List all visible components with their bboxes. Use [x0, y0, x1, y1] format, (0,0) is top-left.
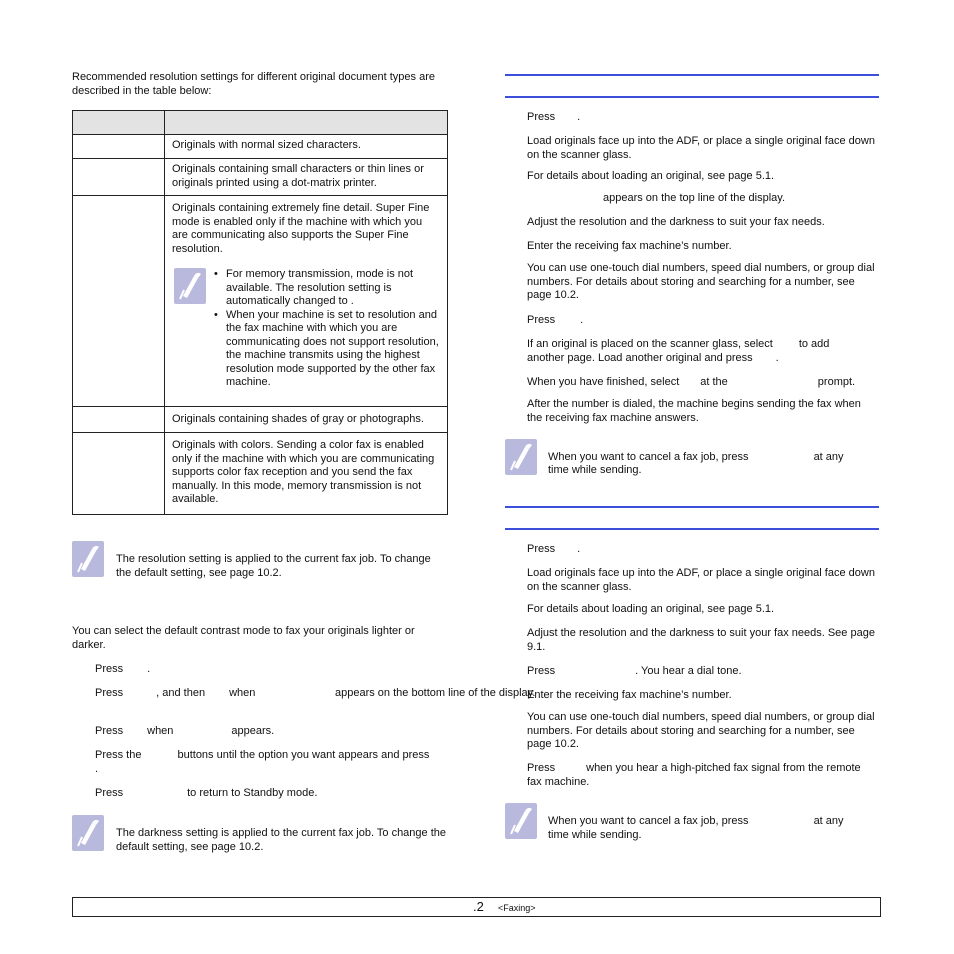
note-text: When you want to cancel a fax job, press at any [548, 815, 844, 827]
note-text: When you want to cancel a fax job, press at any [548, 451, 844, 463]
table-row [73, 406, 448, 433]
table-header-cell [165, 111, 448, 135]
step-text: appears on the top line of the display. [603, 192, 786, 204]
section-rule [505, 506, 879, 508]
note-icon [72, 815, 104, 851]
table-header-row [73, 111, 448, 135]
note-text: The darkness setting is applied to the current fax job. To change the default setting, see page 10.2. [116, 827, 446, 853]
table-row [73, 159, 448, 196]
step-text: When you have finished, select at the prompt. [527, 376, 856, 388]
step-text: Press the buttons until the option you want appears and press. [95, 749, 430, 775]
step-text: Press . [527, 543, 581, 555]
note-icon [505, 803, 537, 839]
contrast-intro: You can select the default contrast mode to fax your originals lighter or darker. [72, 625, 415, 651]
step-text: You can use one-touch dial numbers, speed dial numbers, or group dial numbers. For details about storing and searching for a number, see page 10.2. [527, 711, 875, 750]
table-row [73, 135, 448, 159]
table-cell-desc: Originals with colors. Sending a color fax is enabled only if the machine with which you are communicating supports color fax reception and you send the fax manually. In this mode, memory transmission is not available. [165, 433, 448, 515]
section-rule [505, 74, 879, 76]
note-text: time while sending. [548, 464, 642, 476]
note-icon [174, 268, 206, 304]
table-cell-desc: Originals containing small characters or thin lines or originals printed using a dot-matrix printer. [165, 159, 448, 196]
step-text: Press . [527, 111, 581, 123]
step-text: Load originals face up into the ADF, or place a single original face down on the scanner glass. [527, 135, 875, 161]
step-text: Press . You hear a dial tone. [527, 665, 742, 677]
step-text: Adjust the resolution and the darkness to suit your fax needs. See page 9.1. [527, 627, 875, 653]
table-cell-desc: Originals with normal sized characters. [165, 135, 448, 159]
note-list-item: • For memory transmission, mode is not available. The resolution setting is automatically changed to . [214, 268, 414, 307]
section-rule [505, 96, 879, 98]
step-text: Press to return to Standby mode. [95, 787, 318, 799]
table-note [172, 268, 441, 390]
note-text: The resolution setting is applied to the current fax job. To change the default setting, see page 10.2. [116, 553, 431, 579]
step-text: For details about loading an original, see page 5.1. [527, 603, 775, 615]
step-text: Enter the receiving fax machine’s number. [527, 689, 732, 701]
step-text: Press . [95, 663, 151, 675]
step-text: Press when you hear a high-pitched fax signal from the remote fax machine. [527, 762, 861, 788]
page-number: .2 [473, 899, 484, 914]
table-cell-desc: Originals containing shades of gray or photographs. [165, 406, 448, 433]
step-text: After the number is dialed, the machine begins sending the fax when the receiving fax machine answers. [527, 398, 861, 424]
note-icon [72, 541, 104, 577]
table-cell-desc: Originals containing extremely fine detail. Super Fine mode is enabled only if the machine with which you are communicating also supports the Super Fine resolution. [172, 202, 430, 255]
table-row [73, 433, 448, 515]
note-icon [505, 439, 537, 475]
step-text: Adjust the resolution and the darkness to suit your fax needs. [527, 216, 825, 228]
note-list-item: • When your machine is set to resolution and the fax machine with which you are communicating does not support resolution, the machine transmits using the highest resolution mode supported by the other fax machine. [214, 308, 439, 388]
resolution-table [72, 110, 448, 515]
step-text: Enter the receiving fax machine’s number. [527, 240, 732, 252]
step-text: You can use one-touch dial numbers, speed dial numbers, or group dial numbers. For details about storing and searching for a number, see page 10.2. [527, 262, 875, 301]
step-text: Press , and then when [95, 687, 256, 699]
page-footer [72, 897, 881, 917]
chapter-label: <Faxing> [498, 903, 536, 913]
table-row [73, 196, 448, 407]
section-rule [505, 528, 879, 530]
step-text: If an original is placed on the scanner glass, select to add [527, 338, 830, 350]
step-text: Press when appears. [95, 725, 275, 737]
step-text: Press . [527, 314, 584, 326]
table-header-cell [73, 111, 165, 135]
step-text: Load originals face up into the ADF, or place a single original face down on the scanner glass. [527, 567, 875, 593]
step-text: For details about loading an original, see page 5.1. [527, 170, 775, 182]
step-text: appears on the bottom line of the display. [335, 687, 536, 699]
note-text: time while sending. [548, 829, 642, 841]
step-text: another page. Load another original and press . [527, 352, 779, 364]
resolution-intro: Recommended resolution settings for different original document types are described in the table below: [72, 71, 435, 97]
